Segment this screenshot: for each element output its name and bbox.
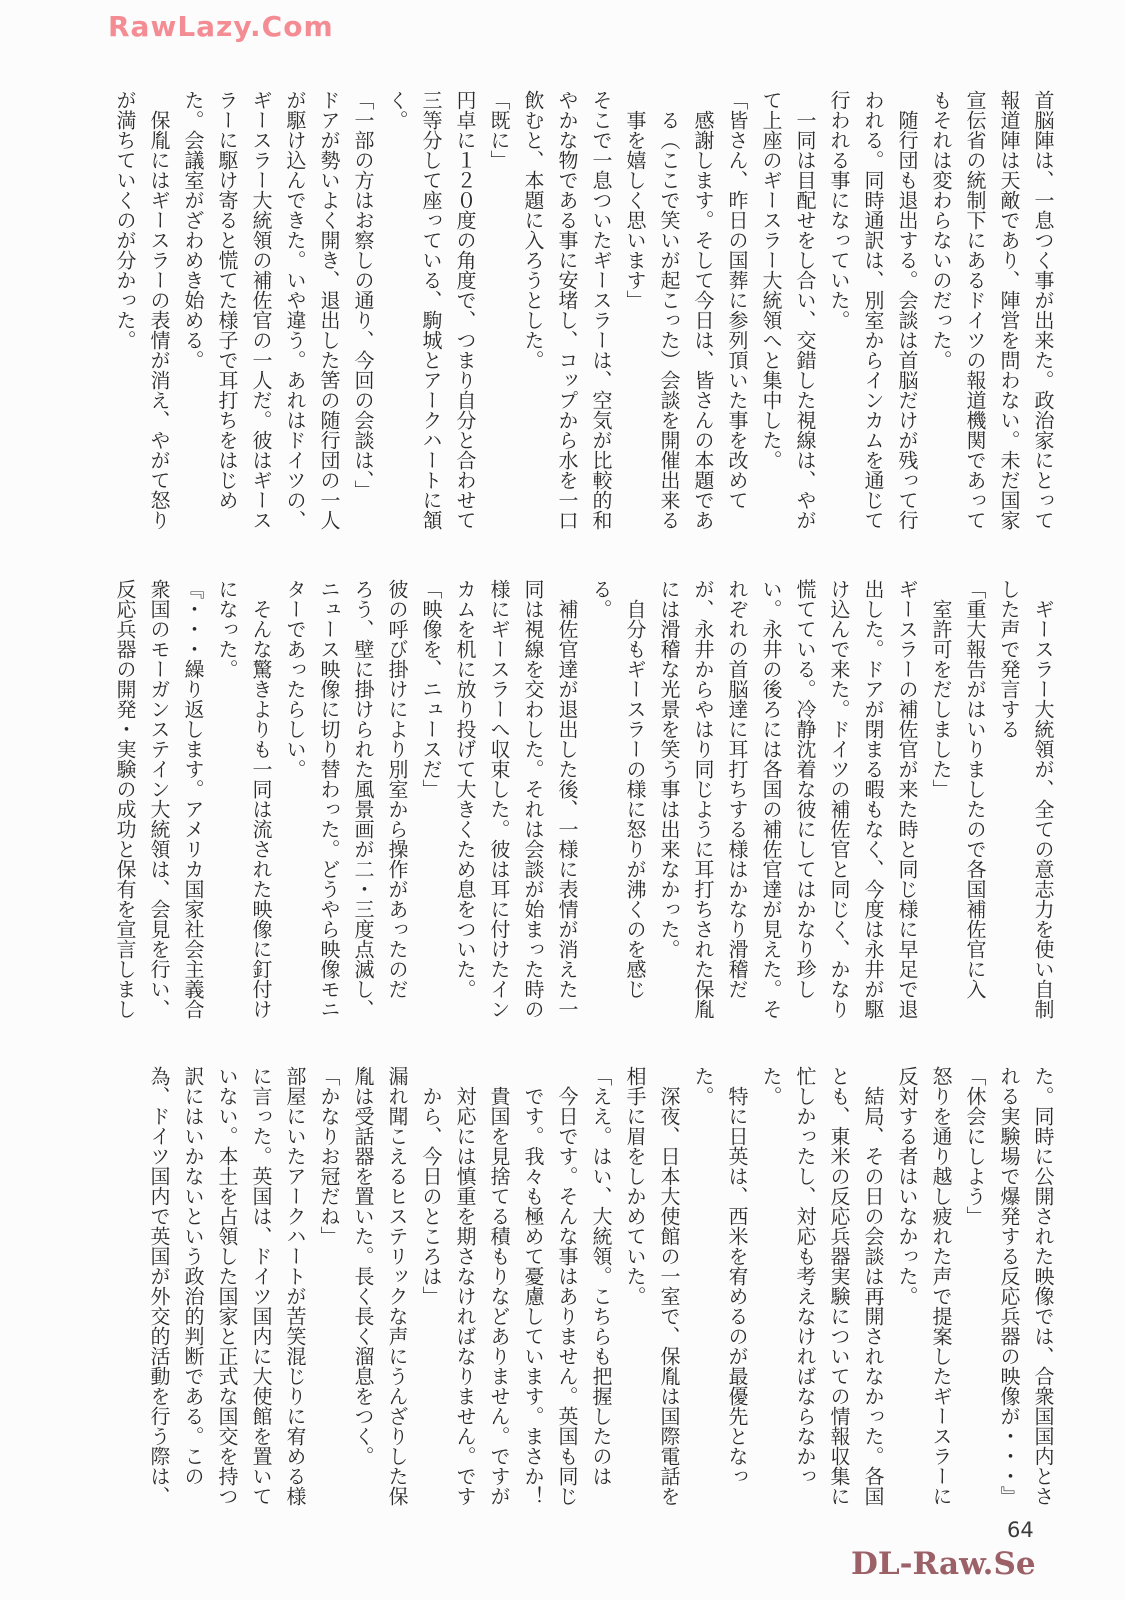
text-column: 報道陣は天敵であり、陣営を問わない。未だ国家 [997, 90, 1021, 530]
watermark-dlraw: DL-Raw.Se [851, 1546, 1036, 1582]
text-column: 相手に眉をしかめていた。 [623, 1066, 647, 1306]
text-column: が駆け込んできた。いや違う。あれはドイツの、 [283, 90, 307, 530]
text-column: とも、東米の反応兵器実験についての情報収集に [827, 1066, 851, 1506]
text-column: 「重大報告がはいりましたので各国補佐官に入 [963, 579, 987, 999]
text-column: が満ちていくのが分かった。 [113, 90, 137, 350]
text-column: 「ええ。はい、大統領。こちらも把握したのは [589, 1066, 613, 1486]
text-column: そんな驚きよりも一同は流された映像に釘付け [249, 599, 273, 1019]
text-column: 貴国を見捨てる積もりなどありません。ですが [487, 1086, 511, 1506]
text-column: 「映像を、ニュースだ」 [419, 579, 443, 799]
text-column: 結局、その日の会談は再開されなかった。各国 [861, 1086, 885, 1506]
text-column: 行われる事になっていた。 [827, 90, 851, 330]
text-column: 一同は目配せをし合い、交錯した視線は、やが [793, 110, 817, 530]
text-column: われる。同時通訳は、別室からインカムを通じて [861, 90, 885, 530]
text-column: 出した。ドアが閉まる暇もなく、今度は永井が駆 [861, 579, 885, 1019]
text-column: ろう、壁に掛けられた風景画が二・三度点滅し、 [351, 579, 375, 1019]
text-column: る（ここで笑いが起こった）会談を開催出来る [657, 110, 681, 530]
text-column: 部屋にいたアークハートが苦笑混じりに宥める様 [283, 1066, 307, 1506]
text-column: ドアが勢いよく開き、退出した筈の随行団の一人 [317, 90, 341, 530]
text-column: い。永井の後ろには各国の補佐官達が見えた。そ [759, 579, 783, 1019]
text-column: もそれは変わらないのだった。 [929, 90, 953, 370]
text-column: した声で発言する [997, 579, 1021, 739]
text-column: ギースラーの補佐官が来た時と同じ様に早足で退 [895, 579, 919, 1019]
text-column: て上座のギースラー大統領へと集中した。 [759, 90, 783, 470]
text-column: 反応兵器の開発・実験の成功と保有を宣言しまし [113, 579, 137, 1019]
text-column: 慌てている。冷静沈着な彼にしてはかなり珍し [793, 579, 817, 999]
text-column: 補佐官達が退出した後、一様に表情が消えた一 [555, 599, 579, 1019]
text-column: た。同時に公開された映像では、合衆国国内とさ [1031, 1066, 1055, 1506]
text-column: 特に日英は、西米を宥めるのが最優先となっ [725, 1086, 749, 1486]
text-column: には滑稽な光景を笑う事は出来なかった。 [657, 579, 681, 959]
text-column: 宣伝省の統制下にあるドイツの報道機関であって [963, 90, 987, 530]
text-column: 同は視線を交わした。それは会談が始まった時の [521, 579, 545, 1019]
text-column: ラーに駆け寄ると慌てた様子で耳打ちをはじめ [215, 90, 239, 510]
text-column: 「皆さん、昨日の国葬に参列頂いた事を改めて [725, 90, 749, 510]
text-column: 自分もギースラーの様に怒りが沸くのを感じ [623, 599, 647, 999]
text-column: た。 [759, 1066, 783, 1106]
text-column: 為、ドイツ国内で英国が外交的活動を行う際は、 [147, 1066, 171, 1506]
text-column: 「かなりお冠だね」 [317, 1066, 341, 1246]
text-column: やかな物である事に安堵し、コップから水を一口 [555, 90, 579, 530]
text-column: 円卓に１２０度の角度で、つまり自分と合わせて [453, 90, 477, 530]
text-column: 様にギースラーへ収束した。彼は耳に付けたイン [487, 579, 511, 1019]
text-column: 「休会にしよう」 [963, 1066, 987, 1226]
text-band-top [108, 90, 1060, 542]
watermark-rawlazy: RawLazy.Com [108, 10, 334, 43]
text-column: ニュース映像に切り替わった。どうやら映像モニ [317, 579, 341, 1019]
text-column: 今日です。そんな事はありません。英国も同じ [555, 1086, 579, 1506]
text-column: が、永井からやはり同じように耳打ちされた保胤 [691, 579, 715, 1019]
text-column: 衆国のモーガンステイン大統領は、会見を行い、 [147, 579, 171, 1019]
text-band-middle [108, 579, 1060, 1031]
text-column: から、今日のところは」 [419, 1086, 443, 1306]
text-column: ギースラー大統領の補佐官の一人だ。彼はギース [249, 90, 273, 530]
text-column: 飲むと、本題に入ろうとした。 [521, 90, 545, 370]
text-column: 彼の呼び掛けにより別室から操作があったのだ [385, 579, 409, 999]
text-column: る。 [589, 579, 613, 619]
text-column: れる実験場で爆発する反応兵器の映像が・・・』 [997, 1066, 1021, 1506]
text-column: 随行団も退出する。会談は首脳だけが残って行 [895, 110, 919, 530]
text-column: 首脳陣は、一息つく事が出来た。政治家にとって [1031, 90, 1055, 530]
text-column: 深夜、日本大使館の一室で、保胤は国際電話を [657, 1086, 681, 1506]
text-column: 訳にはいかないという政治的判断である。この [181, 1066, 205, 1486]
text-column: 怒りを通り越し疲れた声で提案したギースラーに [929, 1066, 953, 1506]
text-column: け込んで来た。ドイツの補佐官と同じく、かなり [827, 579, 851, 1019]
text-column: 対応には慎重を期さなければなりません。です [453, 1086, 477, 1506]
text-column: 忙しかったし、対応も考えなければならなかっ [793, 1066, 817, 1486]
text-column: 「既に」 [487, 90, 511, 170]
text-column: 室許可をだしました」 [929, 599, 953, 799]
text-column: 反対する者はいなかった。 [895, 1066, 919, 1306]
text-column: 「一部の方はお察しの通り、今回の会談は、」 [351, 90, 375, 500]
text-column: た。会議室がざわめき始める。 [181, 90, 205, 370]
text-column: です。我々も極めて憂慮しています。まさか！ [521, 1086, 545, 1506]
text-column: く。 [385, 90, 409, 130]
text-column: に言った。英国は、ドイツ国内に大使館を置いて [249, 1066, 273, 1506]
text-column: いない。本土を占領した国家と正式な国交を持つ [215, 1066, 239, 1506]
text-column: 三等分して座っている、駒城とアークハートに頷 [419, 90, 443, 530]
text-column: ギースラー大統領が、全ての意志力を使い自制 [1031, 599, 1055, 1019]
text-column: 漏れ聞こえるヒステリックな声にうんざりした保 [385, 1066, 409, 1506]
text-column: れぞれの首脳達に耳打ちする様はかなり滑稽だ [725, 579, 749, 999]
page-number: 64 [1007, 1518, 1034, 1542]
text-column: になった。 [215, 579, 239, 679]
text-column: 事を嬉しく思います」 [623, 110, 647, 310]
text-column: カムを机に放り投げて大きくため息をついた。 [453, 579, 477, 999]
text-column: 感謝します。そして今日は、皆さんの本題であ [691, 110, 715, 530]
text-column: 『・・・繰り返します。アメリカ国家社会主義合 [181, 579, 205, 1019]
text-column: ターであったらしい。 [283, 579, 307, 779]
text-column: そこで一息ついたギースラーは、空気が比較的和 [589, 90, 613, 530]
text-band-bottom [142, 1066, 1060, 1518]
text-column: 胤は受話器を置いた。長く長く溜息をつく。 [351, 1066, 375, 1466]
text-column: 保胤にはギースラーの表情が消え、やがて怒り [147, 110, 171, 530]
text-column: た。 [691, 1066, 715, 1106]
